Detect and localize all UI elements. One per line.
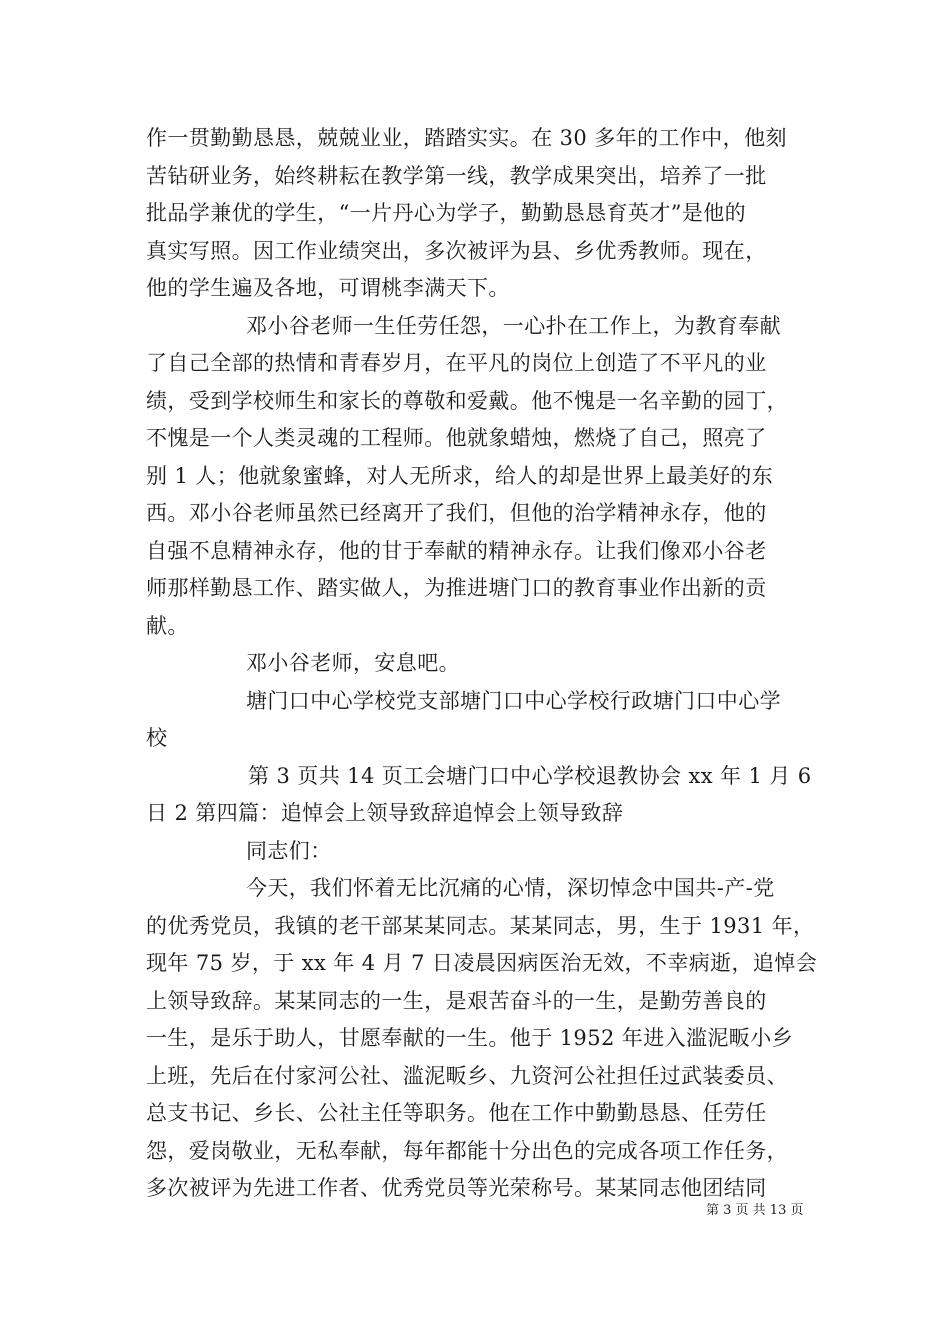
text-line: 西。邓小谷老师虽然已经离开了我们，但他的治学精神永存，他的 bbox=[146, 501, 767, 525]
text-line: 上班，先后在付家河公社、滥泥畈乡、九资河公社担任过武装委员、 bbox=[146, 1063, 788, 1088]
text-line: 多次被评为先进工作者、优秀党员等光荣称号。某某同志他团结同 bbox=[146, 1176, 767, 1200]
text-line: 怨，爱岗敬业，无私奉献，每年都能十分出色的完成各项工作任务， bbox=[146, 1138, 788, 1163]
text-line: 总支书记、乡长、公社主任等职务。他在工作中勤勤恳恳、任劳任 bbox=[146, 1101, 767, 1125]
text-line: 不愧是一个人类灵魂的工程师。他就象蜡烛，燃烧了自己，照亮了 bbox=[146, 426, 767, 450]
salutation-line: 同志们： bbox=[246, 838, 332, 863]
text-line: 作一贯勤勤恳恳，兢兢业业，踏踏实实。在 30 多年的工作中，他刻 bbox=[146, 126, 787, 150]
paragraph-start-line: 第 3 页共 14 页工会塘门口中心学校退教协会 xx 年 1 月 6 bbox=[248, 763, 812, 788]
text-line: 了自己全部的热情和青春岁月，在平凡的岗位上创造了不平凡的业 bbox=[146, 351, 767, 375]
text-line: 绩，受到学校师生和家长的尊敬和爱戴。他不愧是一名辛勤的园丁， bbox=[146, 388, 788, 413]
paragraph-start-line: 邓小谷老师，安息吧。 bbox=[246, 651, 460, 675]
paragraph-start-line: 塘门口中心学校党支部塘门口中心学校行政塘门口中心学 bbox=[246, 688, 781, 713]
text-line: 批品学兼优的学生，“一片丹心为学子，勤勤恳恳育英才”是他的 bbox=[146, 201, 747, 225]
page-number-footer: 第 3 页 共 13 页 bbox=[706, 1203, 804, 1218]
text-line: 日 2 第四篇：追悼会上领导致辞追悼会上领导致辞 bbox=[146, 801, 624, 825]
text-line: 上领导致辞。某某同志的一生，是艰苦奋斗的一生，是勤劳善良的 bbox=[146, 988, 767, 1013]
text-line: 师那样勤恳工作、踏实做人，为推进塘门口的教育事业作出新的贡 bbox=[146, 576, 767, 600]
document-body bbox=[146, 120, 816, 1208]
text-line: 献。 bbox=[146, 613, 189, 638]
text-line: 自强不息精神永存，他的甘于奉献的精神永存。让我们像邓小谷老 bbox=[146, 538, 767, 563]
paragraph-start-line: 今天，我们怀着无比沉痛的心情，深切悼念中国共-产-党 bbox=[246, 876, 775, 900]
text-line: 他的学生遍及各地，可谓桃李满天下。 bbox=[146, 276, 510, 300]
text-line: 真实写照。因工作业绩突出，多次被评为县、乡优秀教师。现在， bbox=[146, 238, 767, 263]
text-line: 的优秀党员，我镇的老干部某某同志。某某同志，男，生于 1931 年， bbox=[146, 913, 815, 938]
text-line: 校 bbox=[146, 726, 168, 750]
text-line: 现年 75 岁，于 xx 年 4 月 7 日凌晨因病医治无效，不幸病逝，追悼会 bbox=[146, 951, 818, 975]
text-line: 别 1 人；他就象蜜蜂，对人无所求，给人的却是世界上最美好的东 bbox=[146, 463, 774, 488]
text-line: 苦钻研业务，始终耕耘在教学第一线，教学成果突出，培养了一批 bbox=[146, 163, 767, 188]
paragraph-start-line: 邓小谷老师一生任劳任怨，一心扑在工作上，为教育奉献 bbox=[246, 313, 781, 338]
text-line: 一生，是乐于助人，甘愿奉献的一生。他于 1952 年进入滥泥畈小乡 bbox=[146, 1026, 793, 1050]
